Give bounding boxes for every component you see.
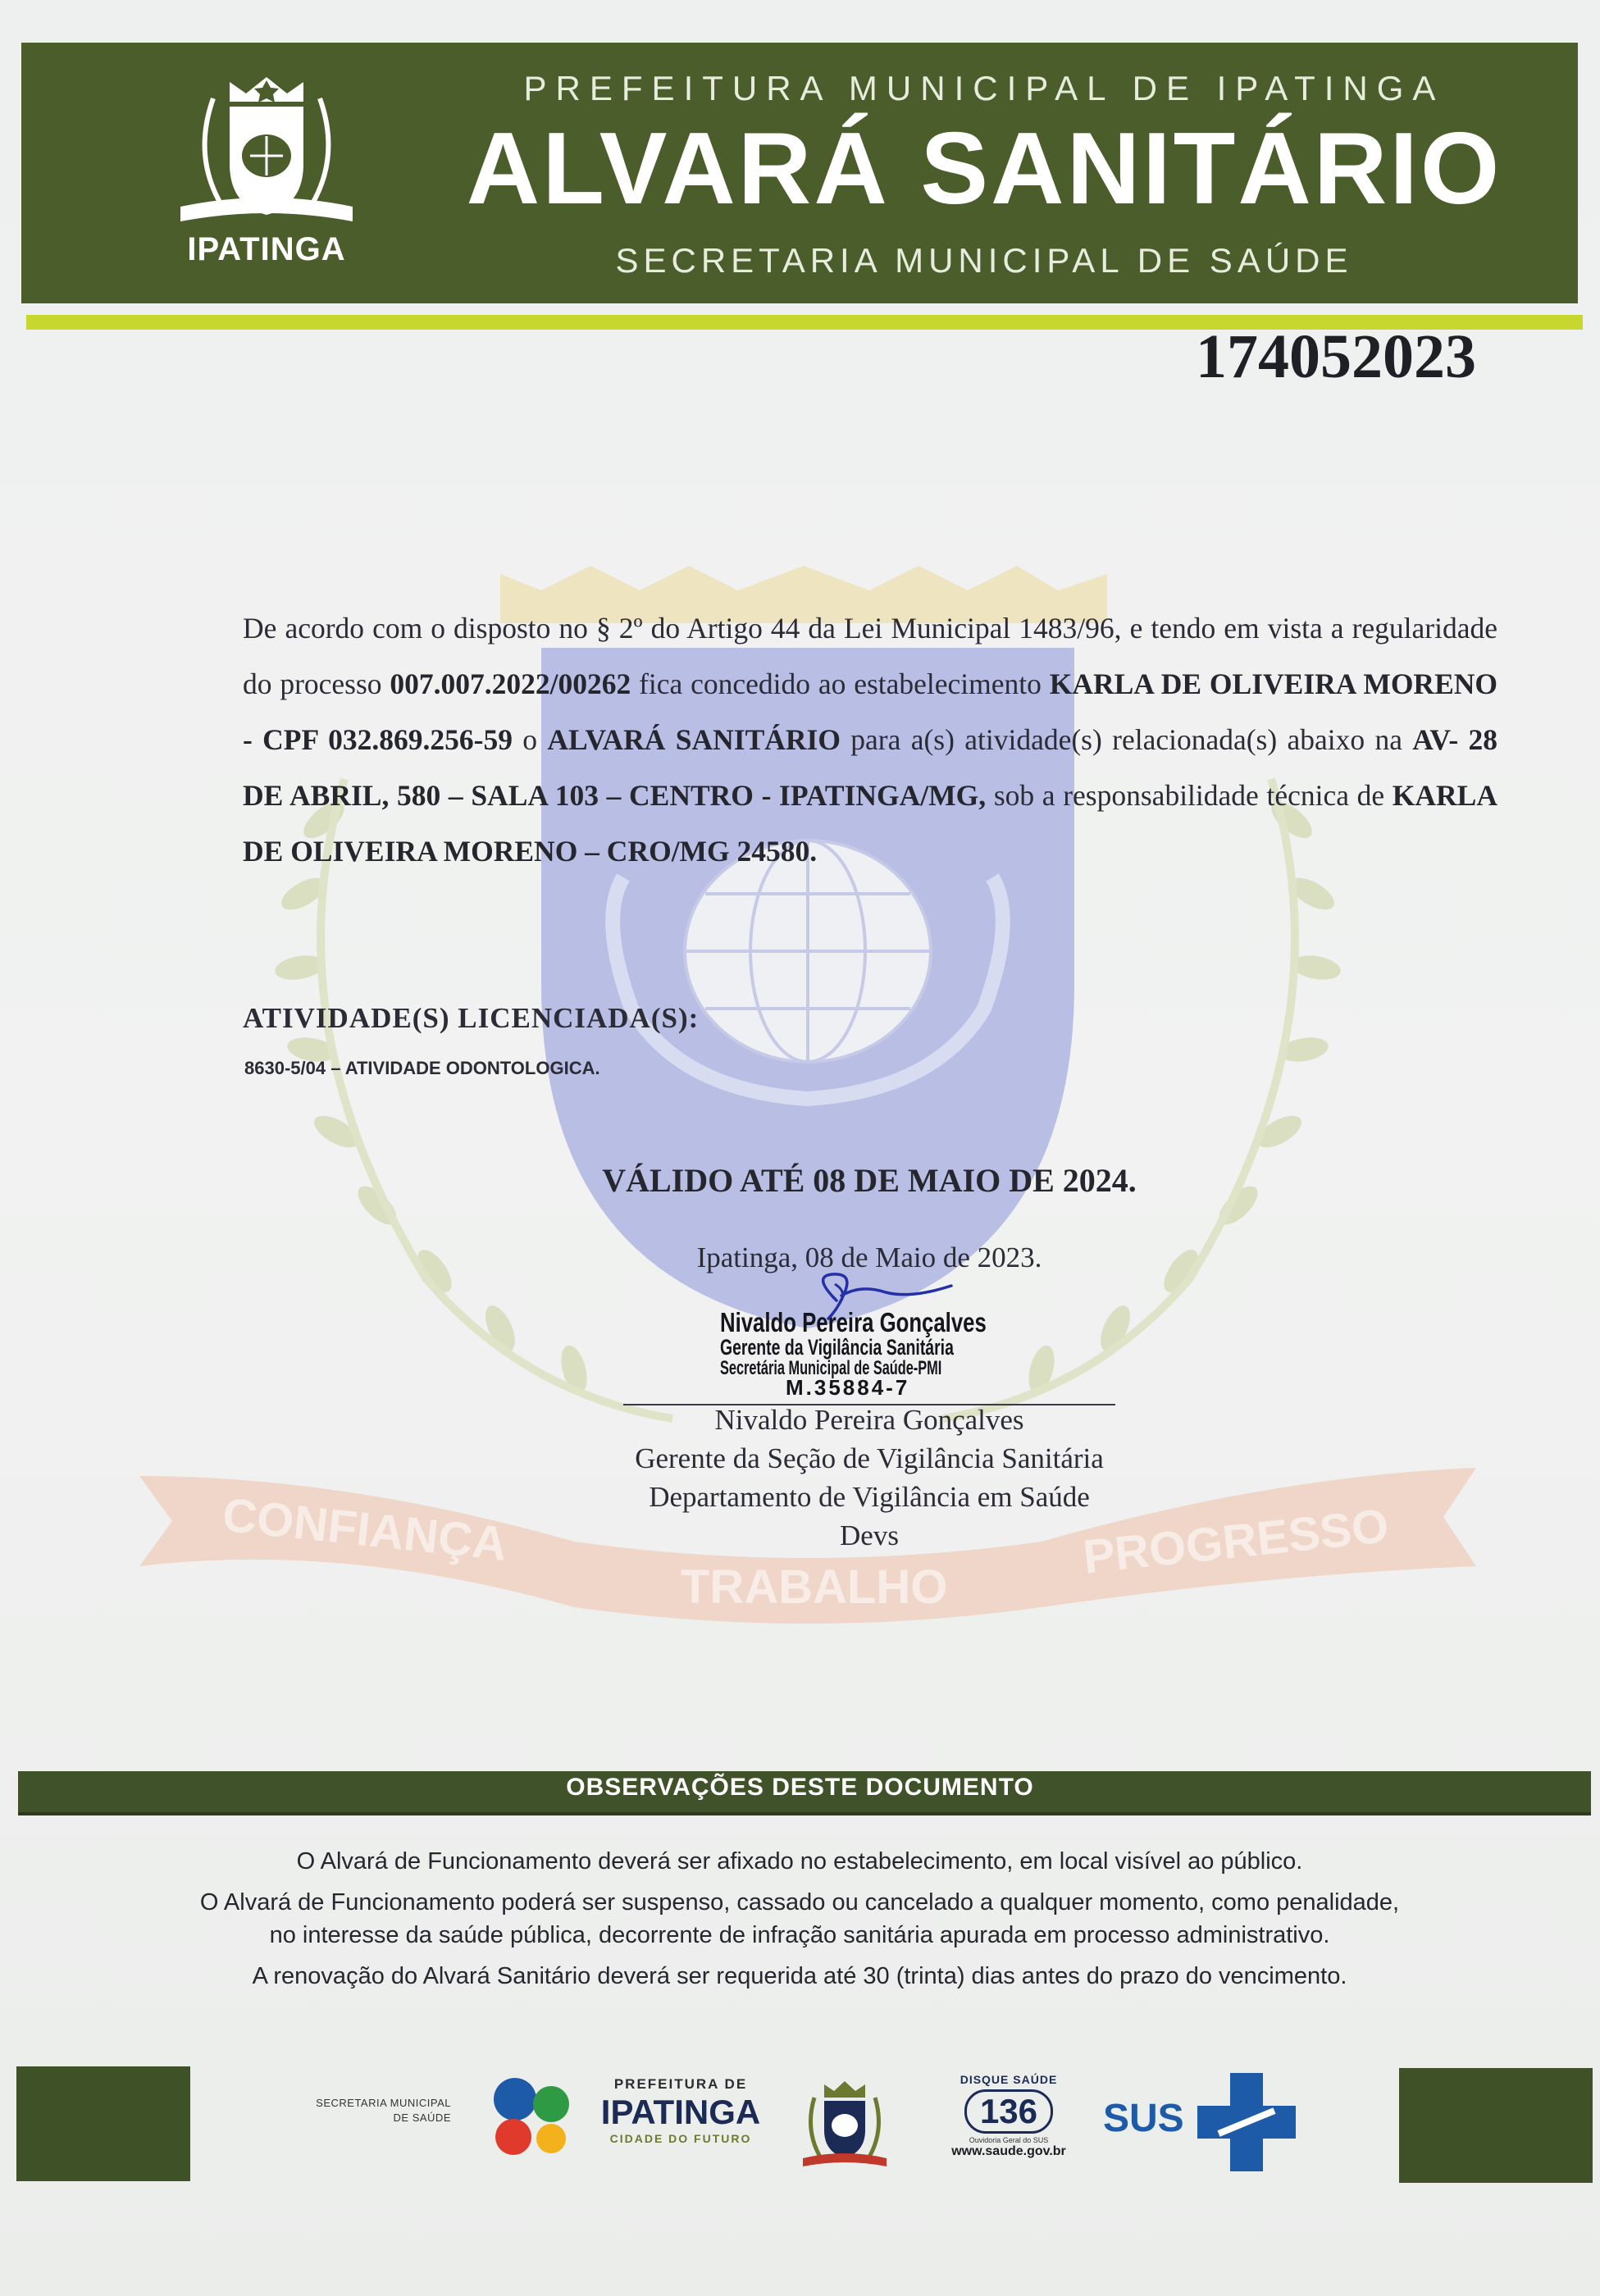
- technical-responsible: KARLA DE OLIVEIRA MORENO – CRO/MG 24580.: [243, 779, 1497, 868]
- signatory-acronym: Devs: [840, 1519, 899, 1551]
- header-secretaria: SECRETARIA MUNICIPAL DE SAÚDE: [615, 241, 1353, 280]
- ouvidoria-label: Ouvidoria Geral do SUS: [969, 2136, 1049, 2144]
- observation-line: A renovação do Alvará Sanitário deverá ser requerida até 30 (trinta) dias antes do prazo do vencimento.: [252, 1963, 1347, 1989]
- footer-block-left: [16, 2066, 190, 2181]
- footer-block-right: [1399, 2068, 1593, 2183]
- footer-ipatinga: IPATINGA: [600, 2093, 761, 2131]
- footer-secretaria: [295, 2096, 451, 2125]
- page-title: ALVARÁ SANITÁRIO: [466, 112, 1502, 226]
- establishment-address: AV- 28 DE ABRIL, 580 – SALA 103 – CENTRO - IPATINGA/MG,: [243, 723, 1497, 812]
- place-and-date: Ipatinga, 08 de Maio de 2023.: [696, 1241, 1042, 1273]
- watermark-trabalho: TRABALHO: [681, 1560, 948, 1614]
- activity-item: 8630-5/04 – ATIVIDADE ODONTOLOGICA.: [244, 1058, 600, 1078]
- stamp-role: Gerente da Vigilância Sanitária: [720, 1335, 954, 1360]
- footer-cidade: CIDADE DO FUTURO: [609, 2132, 752, 2145]
- paragraph-text: sob a responsabilidade técnica de: [986, 779, 1393, 812]
- paragraph-text: o: [512, 723, 548, 756]
- license-paragraph: [243, 600, 1497, 879]
- process-number: 007.007.2022/00262: [390, 667, 631, 700]
- paragraph-text: fica concedido ao estabelecimento: [631, 667, 1050, 700]
- watermark-confianca: CONFIANÇA: [220, 1487, 510, 1571]
- signatory-block: [0, 1401, 1600, 1555]
- stamp-name: Nivaldo Pereira Gonçalves: [720, 1307, 987, 1337]
- stamp-department: Secretária Municipal de Saúde-PMI: [720, 1357, 942, 1379]
- footer-crest-icon: [800, 2073, 890, 2171]
- watermark-progresso: PROGRESSO: [1080, 1498, 1392, 1584]
- footer-disque-saude: [935, 2073, 1083, 2159]
- signatory-role: Gerente da Seção de Vigilância Sanitária: [635, 1442, 1104, 1474]
- observations-text: [66, 1845, 1534, 2001]
- observation-line: no interesse da saúde pública, decorrente de infração sanitária apurada em processo administrativo.: [269, 1922, 1330, 1948]
- paragraph-text: De acordo com o disposto no § 2º do Artigo 44 da Lei Municipal 1483/96, e tendo em vista a regularidade do processo: [243, 612, 1497, 700]
- establishment-name: KARLA DE OLIVEIRA MORENO - CPF 032.869.256-59: [243, 667, 1498, 756]
- footer-prefeitura-de: PREFEITURA DE: [613, 2076, 748, 2092]
- disque-number: 136: [964, 2089, 1053, 2134]
- document-number: 174052023: [1196, 322, 1476, 391]
- paragraph-text: para a(s) atividade(s) relacionada(s) abaixo na: [840, 723, 1413, 756]
- saude-logo-icon: [482, 2068, 581, 2166]
- ipatinga-crest-icon: [172, 66, 361, 230]
- footer-secretaria-line: SECRETARIA MUNICIPAL: [316, 2097, 451, 2109]
- observations-title: OBSERVAÇÕES DESTE DOCUMENTO: [566, 1774, 1034, 1801]
- signatory-name: Nivaldo Pereira Gonçalves: [714, 1404, 1024, 1436]
- activities-title: ATIVIDADE(S) LICENCIADA(S):: [243, 1002, 700, 1034]
- observation-line: O Alvará de Funcionamento deverá ser afixado no estabelecimento, em local visível ao público.: [296, 1848, 1303, 1875]
- license-type: ALVARÁ SANITÁRIO: [547, 723, 841, 756]
- sus-cross-icon: [1194, 2070, 1299, 2175]
- handwritten-signature: [787, 1268, 968, 1325]
- sus-logo-text: SUS: [1103, 2097, 1184, 2140]
- stamp-registration: M.35884-7: [786, 1375, 910, 1400]
- disque-label: DISQUE SAÚDE: [960, 2073, 1058, 2086]
- saude-website: www.saude.gov.br: [951, 2144, 1066, 2158]
- observation-line: O Alvará de Funcionamento poderá ser suspenso, cassado ou cancelado a qualquer momento, como penalidade,: [199, 1889, 1400, 1916]
- signatory-department: Departamento de Vigilância em Saúde: [649, 1481, 1090, 1513]
- footer-prefeitura: [590, 2076, 771, 2145]
- footer-secretaria-line: DE SAÚDE: [393, 2112, 451, 2124]
- header-prefeitura: PREFEITURA MUNICIPAL DE IPATINGA: [523, 69, 1445, 107]
- crest-city-name: IPATINGA: [187, 231, 346, 267]
- validity-date: VÁLIDO ATÉ 08 DE MAIO DE 2024.: [602, 1162, 1137, 1199]
